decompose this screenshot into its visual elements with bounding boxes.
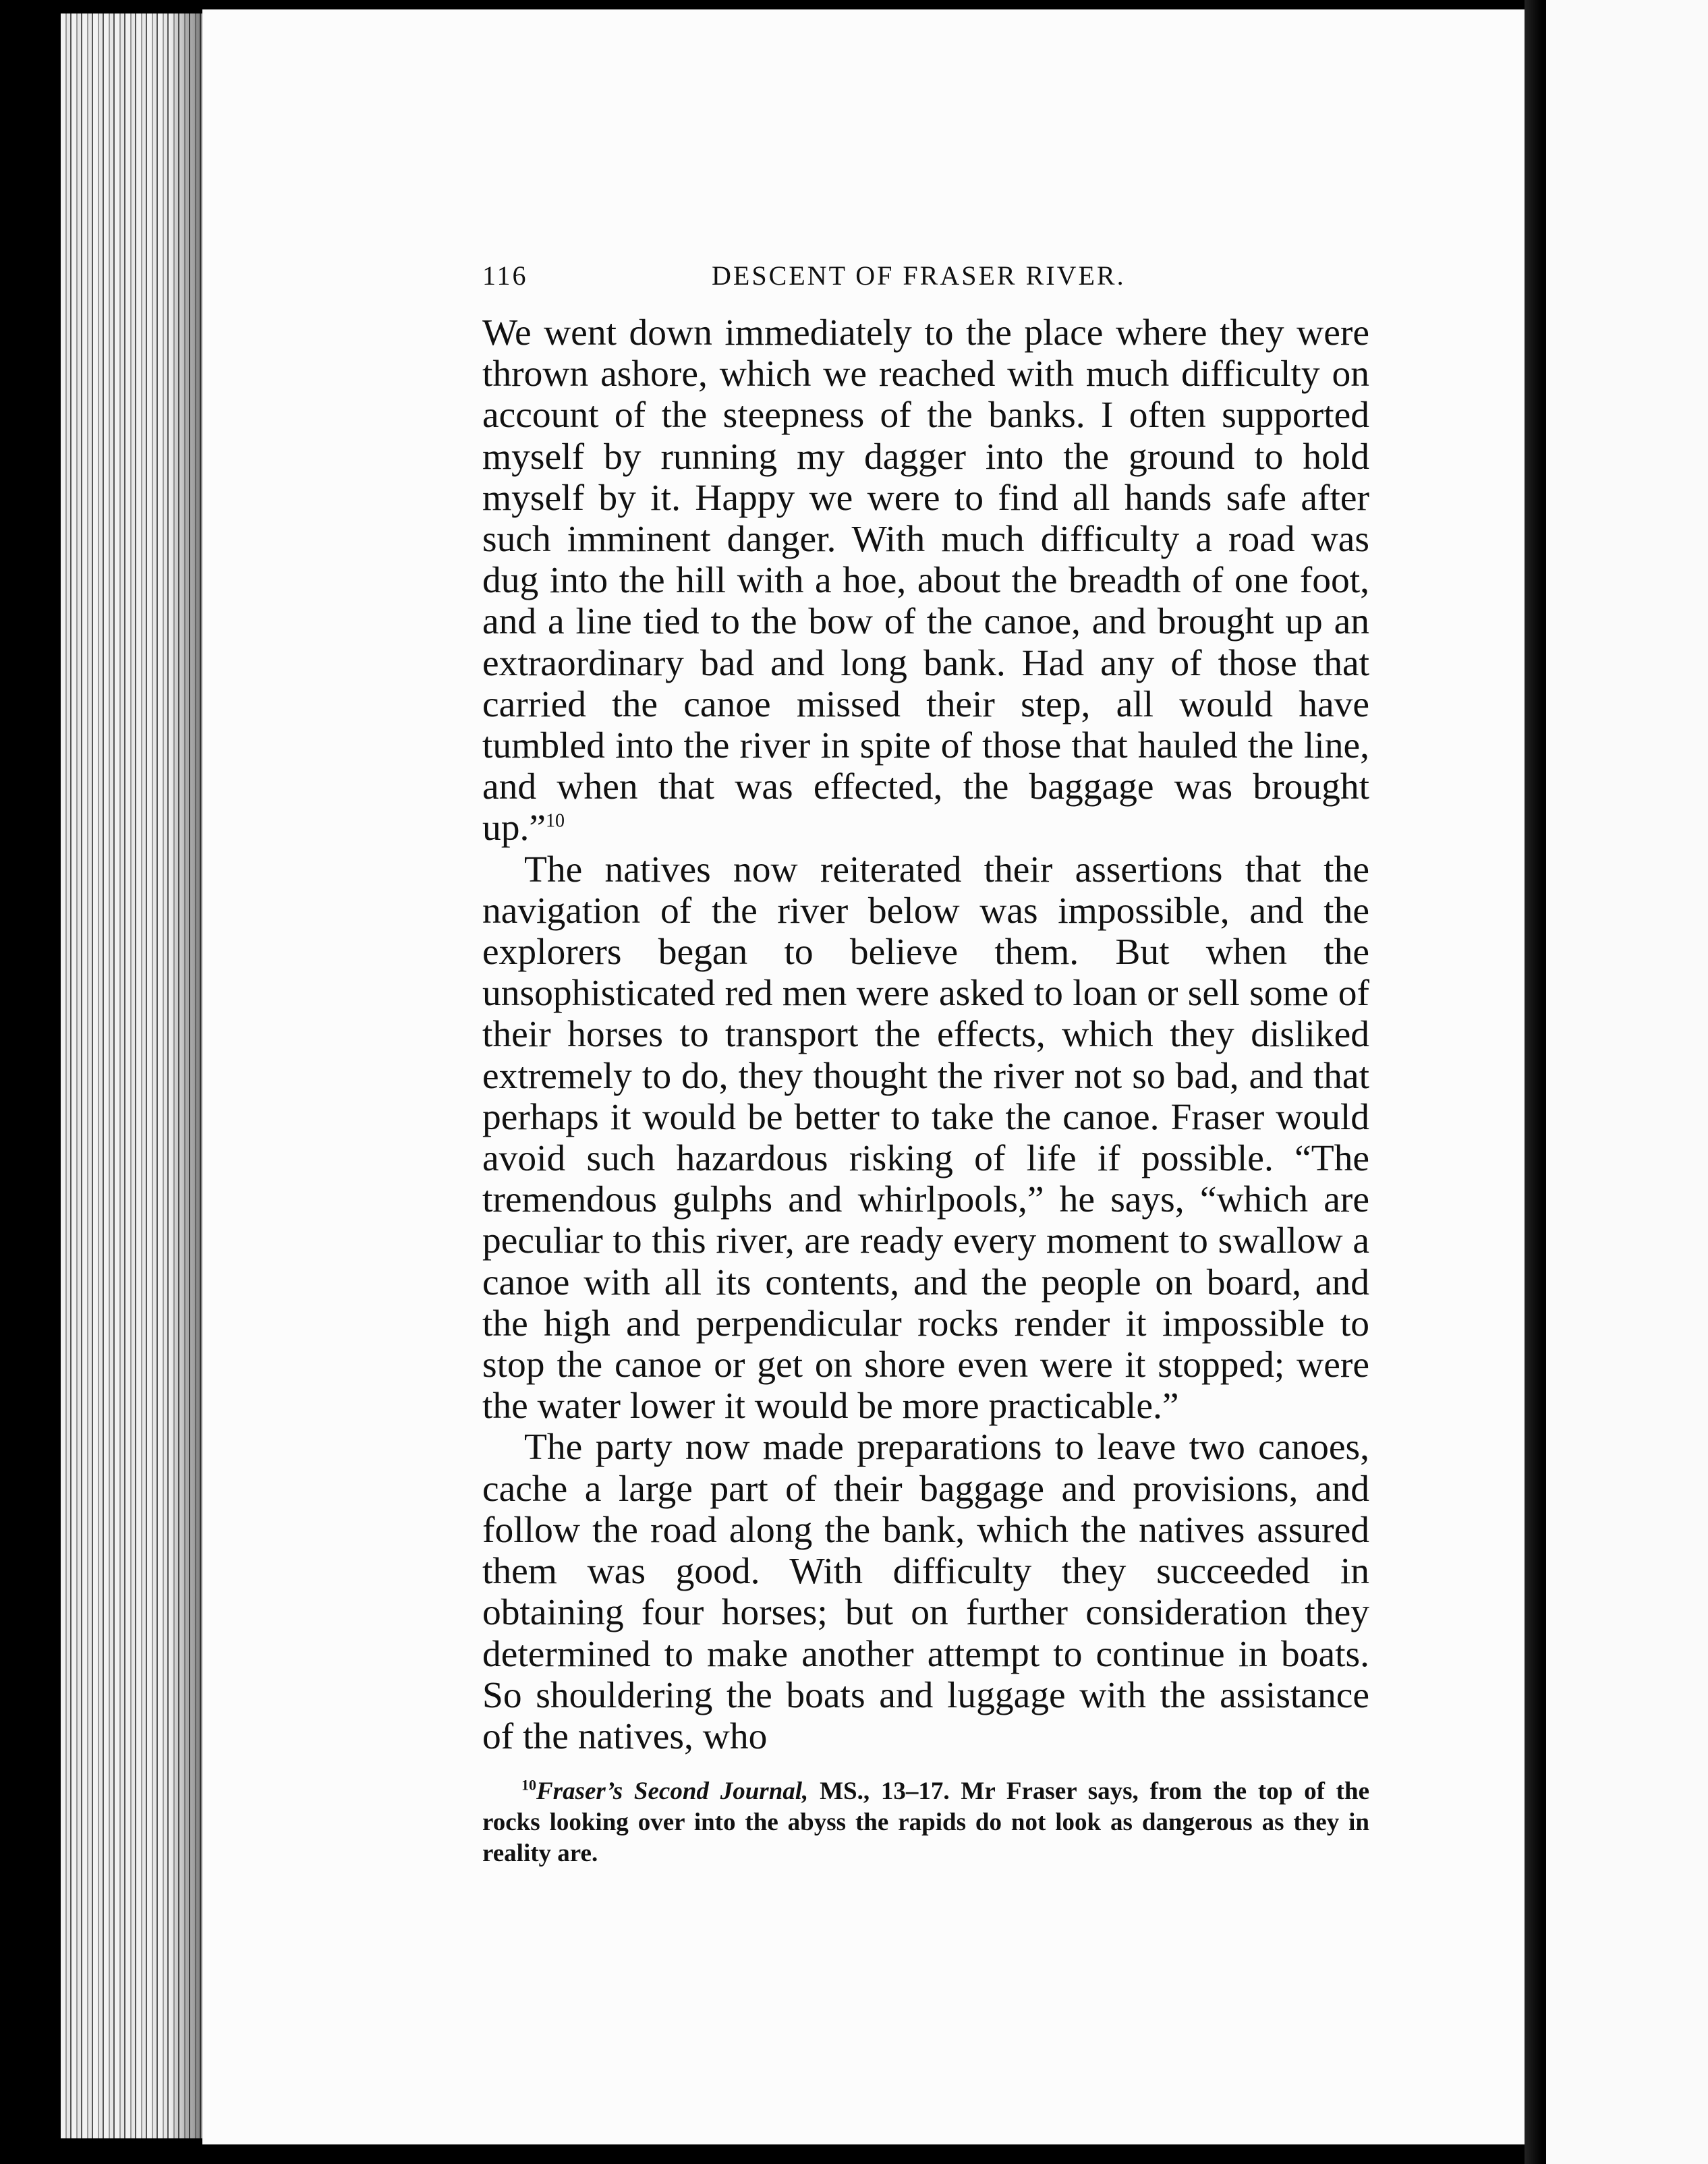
paragraph-quote-continuation xyxy=(482,312,1369,849)
footnote xyxy=(482,1776,1369,1869)
paragraph-text: The party now made preparations to leave two canoes, cache a large part of their baggage and provisions, and follow the road along the bank, which the natives assured them was good. With difficulty they succeeded in obtaining four horses; but on further consideration they determined to make another attempt to continue in boats. So shouldering the boats and luggage with the assistance of the natives, who xyxy=(482,1427,1369,1757)
body-text xyxy=(482,312,1369,1757)
page-header xyxy=(482,260,1369,307)
paragraph xyxy=(482,849,1369,1427)
paragraph-text: We went down immediately to the place where they were thrown ashore, which we reached with much difficulty on account of the steepness of the banks. I often supported myself by running my dagger into the ground to hold myself by it. Happy we were to find all hands safe after such imminent danger. With much difficulty a road was dug into the hill with a hoe, about the breadth of one foot, and a line tied to the bow of the canoe, and brought up an extraordinary bad and long bank. Had any of those that carried the canoe missed their step, all would have tumbled into the river in spite of those that hauled the line, and when that was effected, the baggage was brought up.” xyxy=(482,312,1369,849)
book-spine-shadow xyxy=(1525,0,1542,2164)
paragraph xyxy=(482,1427,1369,1757)
footnote-text: MS., 13–17. Mr Fraser says, from the top of the rocks looking over into the abyss the rapids do not look as dangerous as they in reality are. xyxy=(482,1777,1369,1868)
footnote-number: 10 xyxy=(521,1776,536,1794)
running-head: DESCENT OF FRASER RIVER. xyxy=(712,260,1126,291)
footnote-reference: 10 xyxy=(546,810,565,832)
paragraph-text: The natives now reiterated their assertions that the navigation of the river below was impossible, and the explorers began to believe them. But when the unsophisticated red men were asked to loan or sell some of their horses to transport the effects, which they disliked extremely to do, they thought the river not so bad, and that perhaps it would be better to take the canoe. Fraser would avoid such hazardous risking of life if possible. “The tremendous gulphs and whirlpools,” he says, “which are peculiar to this river, are ready every moment to swallow a canoe with all its contents, and the people on board, and the high and perpendicular rocks render it impossible to stop the canoe or get on shore even were it stopped; were the water lower it would be more practicable.” xyxy=(482,849,1369,1427)
footnote-source: Fraser’s Second Journal, xyxy=(536,1777,809,1806)
page-text-block xyxy=(482,260,1369,1869)
page-number: 116 xyxy=(482,260,528,291)
facing-page xyxy=(1546,0,1708,2164)
